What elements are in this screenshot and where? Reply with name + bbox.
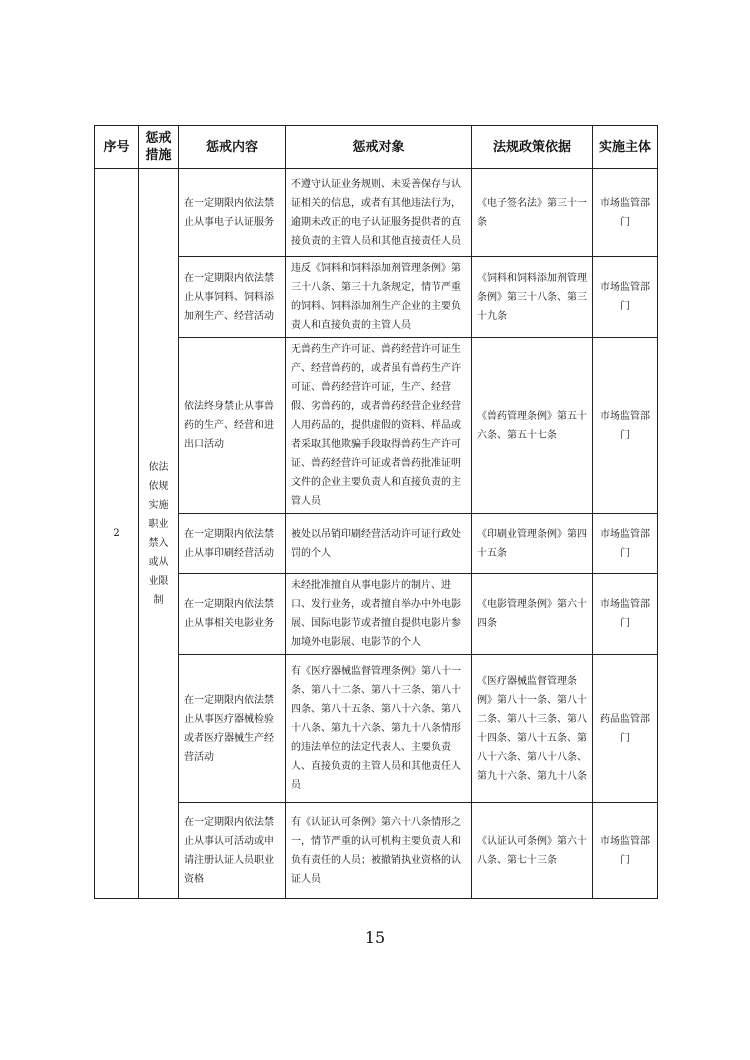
page-number: 15 (364, 928, 386, 947)
subject-cell: 市场监管部门 (593, 257, 658, 338)
subject-cell: 市场监管部门 (593, 803, 658, 899)
basis-cell: 《医疗器械监督管理条例》第八十一条、第八十二条、第八十三条、第八十四条、第八十五条、第八十六条、第八十八条、第九十六条、第九十八条 (472, 655, 593, 803)
content-cell: 在一定期限内依法禁止从事相关电影业务 (179, 574, 286, 655)
target-cell: 被处以吊销印刷经营活动许可证行政处罚的个人 (286, 514, 472, 574)
target-cell: 无兽药生产许可证、兽药经营许可证生产、经营兽药的，或者虽有兽药生产许可证、兽药经营许可证，生产、经营假、劣兽药的，或者兽药经营企业经营人用药品的，提供虚假的资料、样品或者采取其他欺骗手段取得兽药生产许可证、兽药经营许可证或者兽药批准证明文件的企业主要负责人和直接负责的主管人员 (286, 338, 472, 514)
subject-cell: 市场监管部门 (593, 574, 658, 655)
subject-cell: 药品监管部门 (593, 655, 658, 803)
table-row (95, 514, 658, 574)
content-cell: 在一定期限内依法禁止从事饲料、饲料添加剂生产、经营活动 (179, 257, 286, 338)
target-cell: 违反《饲料和饲料添加剂管理条例》第三十八条、第三十九条规定，情节严重的饲料、饲料添加剂生产企业的主要负责人和直接负责的主管人员 (286, 257, 472, 338)
header-seq: 序号 (95, 126, 139, 169)
punishment-table (94, 125, 658, 899)
header-basis: 法规政策依据 (472, 126, 593, 169)
seq-cell: 2 (95, 169, 139, 899)
content-cell: 在一定期限内依法禁止从事电子认证服务 (179, 169, 286, 257)
header-content: 惩戒内容 (179, 126, 286, 169)
basis-cell: 《电影管理条例》第六十四条 (472, 574, 593, 655)
target-cell: 不遵守认证业务规则、未妥善保存与认证相关的信息，或者有其他违法行为，逾期未改正的电子认证服务提供者的直接负责的主管人员和其他直接责任人员 (286, 169, 472, 257)
table-row (95, 169, 658, 257)
target-cell: 有《认证认可条例》第六十八条情形之一，情节严重的认可机构主要负责人和负有责任的人员；被撤销执业资格的认证人员 (286, 803, 472, 899)
target-cell: 有《医疗器械监督管理条例》第八十一条、第八十二条、第八十三条、第八十四条、第八十五条、第八十六条、第八十八条、第九十六条、第九十八条情形的违法单位的法定代表人、主要负责人、直接负责的主管人员和其他责任人员 (286, 655, 472, 803)
header-subject: 实施主体 (593, 126, 658, 169)
content-cell: 在一定期限内依法禁止从事认可活动或申请注册认证人员职业资格 (179, 803, 286, 899)
basis-cell: 《电子签名法》第三十一条 (472, 169, 593, 257)
content-cell: 在一定期限内依法禁止从事印刷经营活动 (179, 514, 286, 574)
basis-cell: 《饲料和饲料添加剂管理条例》第三十八条、第三十九条 (472, 257, 593, 338)
basis-cell: 《印刷业管理条例》第四十五条 (472, 514, 593, 574)
table-row (95, 257, 658, 338)
basis-cell: 《认证认可条例》第六十八条、第七十三条 (472, 803, 593, 899)
table-header-row (95, 126, 658, 169)
measure-cell: 依法依规实施职业禁入或从业限制 (139, 169, 179, 899)
subject-cell: 市场监管部门 (593, 514, 658, 574)
subject-cell: 市场监管部门 (593, 169, 658, 257)
header-target: 惩戒对象 (286, 126, 472, 169)
table-row (95, 574, 658, 655)
content-cell: 依法终身禁止从事兽药的生产、经营和进出口活动 (179, 338, 286, 514)
table-row (95, 655, 658, 803)
subject-cell: 市场监管部门 (593, 338, 658, 514)
header-measure: 惩戒措施 (139, 126, 179, 169)
basis-cell: 《兽药管理条例》第五十六条、第五十七条 (472, 338, 593, 514)
target-cell: 未经批准擅自从事电影片的制片、进口、发行业务，或者擅自举办中外电影展、国际电影节或者擅自提供电影片参加境外电影展、电影节的个人 (286, 574, 472, 655)
content-cell: 在一定期限内依法禁止从事医疗器械检验或者医疗器械生产经营活动 (179, 655, 286, 803)
table-row (95, 803, 658, 899)
table-row (95, 338, 658, 514)
